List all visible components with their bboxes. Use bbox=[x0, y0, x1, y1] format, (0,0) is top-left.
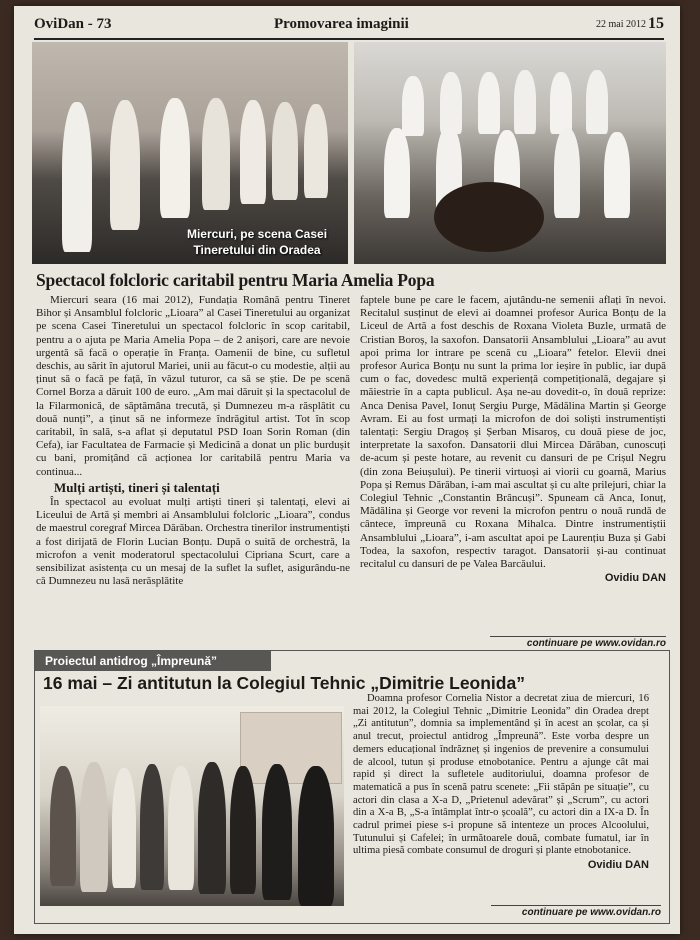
paragraph: faptele bune pe care le facem, ajutându-ne semenii aflați în nevoi. Recitalul susținut de elevi ai doamnei profesor Aurica Bonțu de la Liceul de Artă a fost deschis de Roxana Violeta Buzle, urmată de Cristian Boroș, la saxofon. Dansatorii Ansamblului „Lioara” au avut apoi prima lor intrare pe scenă cu „Lioara” fetelor. Elevii dnei profesor Aurica Bonțu nu sunt la prima lor ieșire în public, iar după cum o fac, dovedesc multă experiență competițională, degajare și măiestrie în a capta publicul. Așa ne-au dovedit-o, în două reprize: Anca Denisa Pavel, Ionuț Sergiu Purge, Mădălina Martin și George Avram. Ei au fost urmați la microfon de doi soliști instrumentiști talentați: Sergiu Dragoș și Șerban Misaroș, cu două piese de joc, interpretate la saxofon. Dansatorii dlui Mircea Dărăban, cunoscuți de-acum și peste hotare, au revenit cu dansuri de pe Crișul Negru (din zona Beiușului). Pe tinerii virtuoși ai viorii cu goarnă, Marius Popa și Remus Dărăban, i-am mai ascultat și cu alte prilejuri, chiar la Colegiul Tehnic „Constantin Brâncuși”. Spuneam că Anca, Ionuț, Mădălina și George vor reveni la microfon pentru o nouă rundă de cântece, împreună cu Roxana Mihalca. Dintre instrumentiștii Ansamblului „Lioara”, i-am ascultat apoi pe Laurențiu Buza și Gabi Todea, la saxofon, respectiv taragot. Dansatorii și-au continuat recitalul cu dansuri de pe Valea Barcăului. bbox=[360, 294, 666, 571]
double-bass-icon bbox=[434, 182, 544, 252]
photo-caption: Miercuri, pe scena Casei Tineretului din Oradea bbox=[186, 227, 328, 257]
continued-link[interactable]: continuare pe www.ovidan.ro bbox=[490, 636, 666, 649]
continued-link[interactable]: continuare pe www.ovidan.ro bbox=[491, 905, 661, 918]
paragraph: În spectacol au evoluat mulți artiști tineri și talentați, elevi ai Liceului de Artă și membri ai Ansamblului folcloric „Lioara”, condus de maestrul coregraf Mircea Dărăban. Orchestra tinerilor instrumentiști a fost dirijată de Florin Lucian Bonțu. După o suită de orchestră, la microfon a venit moderatorul spectacolului Cipriana Scurt, care a sensibilizat asistența cu un mesaj de la suflet la suflet, asigurându-ne că Dumnezeu nu lasă nerăsplătite bbox=[36, 496, 350, 588]
publication-name: OviDan - 73 bbox=[34, 16, 112, 32]
paragraph: Doamna profesor Cornelia Nistor a decretat ziua de miercuri, 16 mai 2012, la Colegiul Tehnic „Dimitrie Leonida” din Oradea drept „Zi antitutun”, domnia sa implementând și în acest an școlar, ca și anul trecut, proiectul antidrog „Împreună”. Este vorba despre un demers educațional îndrăzneț și ingenios de prevenire a consumului de alcool, tutun și produse etnobotanice. Pentru a ajunge cât mai rapid și direct la sufletele auditoriului, doamna profesor de matematică a pus în scenă patru scenete: „Fii stăpân pe situație”, cu actori din clasa a X-a D, „Prietenul adevărat” și „Scrum”, cu actori din a X-a B, „S-a întâmplat într-o școală”, cu actori din a IX-a D. În cadrul primei piese s-i propune să intenteze un proces Alcoolului, Tutunului și Cafelei; în următoarele două, combate fumatul, iar în ultima piesă combate consumul de droguri și plante etnobotanice. bbox=[353, 693, 649, 857]
newspaper-page bbox=[14, 6, 680, 934]
article-title: 16 mai – Zi antitutun la Colegiul Tehnic „Dimitrie Leonida” bbox=[43, 673, 525, 693]
section-title: Promovarea imaginii bbox=[274, 16, 409, 32]
page-number: 15 bbox=[648, 15, 664, 32]
author-signature: Ovidiu DAN bbox=[587, 859, 649, 872]
issue-date: 22 mai 2012 bbox=[596, 19, 646, 30]
paragraph: Miercuri seara (16 mai 2012), Fundația Română pentru Tineret Bihor și Ansamblul folcloric „Lioara” al Casei Tineretului au organizat pe scena Casei Tineretului un spectacol folcloric în scop caritabil, pentru a o ajuta pe Maria Amelia Popa – de 2 anișori, care are nevoie urgentă să facă o operație în Franța. Oamenii de bine, cu sufletul deschis, au sărit în ajutorul Mariei, unii au făcut-o cu modestie, alții au ținut să o facă pe față, în văzul tuturor, ca să se știe. De pe scenă Cornel Borza a dăruit 100 de euro. „Am mai dăruit și la spectacolul de la Filarmonică, de săptămâna trecută, și Dumnezeu m-a răsplătit cu două nunți”, a ținut să ne informeze îndrăgitul artist. Tot în scop caritabil, în sală, s-a aflat și deputatul PSD Ioan Sorin Roman (din Cefa), iar Facultatea de Farmacie și Medicină a donat un plic burdușit cu bani, promițând că acționea lor caritabilă pentru Maria va continua... bbox=[36, 294, 350, 478]
article-title: Spectacol folcloric caritabil pentru Maria Amelia Popa bbox=[36, 270, 435, 290]
section-banner: Proiectul antidrog „Împreună” bbox=[35, 651, 271, 671]
author-signature: Ovidiu DAN bbox=[604, 572, 666, 585]
subheading: Mulți artiști, tineri și talentați bbox=[54, 479, 220, 495]
photo-students-group bbox=[40, 706, 344, 906]
photo-orchestra bbox=[354, 42, 666, 264]
article-column bbox=[353, 693, 649, 872]
article-column-right bbox=[360, 294, 666, 585]
page-header bbox=[34, 16, 664, 40]
article-column-left bbox=[36, 294, 350, 588]
photo-folk-dancers bbox=[32, 42, 348, 264]
